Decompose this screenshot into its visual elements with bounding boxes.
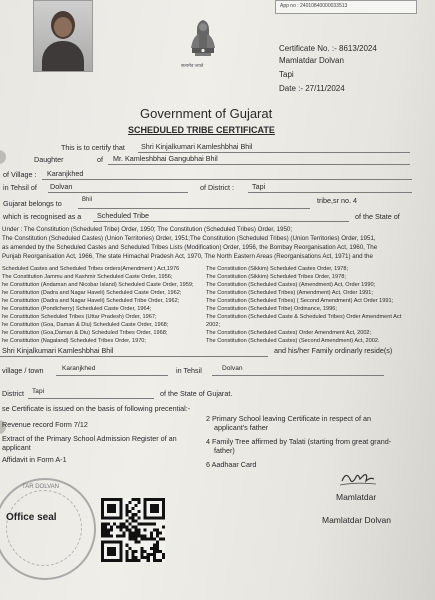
act-right: The Constitution (Scheduled Castes) (Second Amendment) Act, 2002.	[206, 338, 380, 344]
residence-state-label: of the State of Gujarat.	[160, 389, 233, 398]
residence-tehsil-value: Dolvan	[222, 365, 243, 372]
daughter-label: Daughter	[34, 155, 64, 164]
issuing-taluka: Tapi	[279, 70, 294, 79]
act-left: he Constitution (Pondicherry) Scheduled Caste Order, 1964;	[2, 306, 152, 312]
act-right: The Constitution (Sikkim) Scheduled Tribes Order, 1978;	[206, 274, 346, 280]
residence-district-value: Tapi	[32, 388, 45, 395]
qr-code-icon	[101, 498, 165, 562]
signature-icon	[338, 467, 378, 489]
resident-name: Shri Kinjalkumari Kamleshbhai Bhil	[2, 346, 114, 355]
basis-item: applicant's father	[214, 423, 269, 432]
act-left: he Constitution (Dadra and Nagar Haveli) Scheduled Caste Order, 1962;	[2, 290, 182, 296]
issue-date: Date :- 27/11/2024	[279, 84, 345, 93]
state-label: of the State of	[355, 212, 400, 221]
act-right: The Constitution (Scheduled Castes) (Amendment) Act, Order 1990;	[206, 282, 376, 288]
app-number: App no : 24010840000033513	[280, 3, 348, 9]
tehsil-label: in Tehsil of	[3, 183, 37, 192]
recognised-value: Scheduled Tribe	[97, 211, 149, 220]
act-right: 2002;	[206, 322, 220, 328]
basis-item: Revenue record Form 7/12	[2, 420, 88, 429]
basis-item: Affidavit in Form A-1	[2, 455, 67, 464]
certificate-title: SCHEDULED TRIBE CERTIFICATE	[128, 125, 275, 135]
basis-item: 6 Aadhaar Card	[206, 460, 257, 469]
basis-intro: se Certificate is issued on the basis of following precential:-	[2, 404, 191, 413]
act-right: The Constitution (Scheduled Caste & Scheduled Tribes) Order Amendment Act	[206, 314, 402, 320]
under-line: as amended by the Scheduled Castes and Scheduled Tribes Lists (Modification) Order, 1956, the Bombay Reorganisation Act, 1960, The	[2, 244, 378, 251]
act-left: he Constitution (Goa,Daman & Diu) Scheduled Tribes Order, 1968;	[2, 330, 168, 336]
national-emblem-icon	[183, 14, 223, 68]
village-label: of Village :	[3, 170, 37, 179]
of-label: of	[97, 155, 103, 164]
act-left: he Constitution (Goa, Daman & Diu) Scheduled Caste Order, 1968;	[2, 322, 169, 328]
act-left: he Constitution (Andaman and Nicobar Island) Scheduled Caste Order, 1959;	[2, 282, 194, 288]
tribe-number-label: tribe,sr no. 4	[317, 196, 357, 205]
emblem-caption: सत्यमेव जयते	[181, 63, 204, 68]
village-value: Karanjkhed	[47, 169, 84, 178]
signatory-title: Mamlatdar	[336, 492, 377, 502]
district-label: of District :	[200, 183, 234, 192]
residence-village-value: Karanjkhed	[62, 365, 96, 372]
act-right: The Constitution (Scheduled Tribe) Ordinance, 1996;	[206, 306, 337, 312]
government-title: Government of Gujarat	[140, 106, 273, 121]
certify-label: This is to certify that	[61, 143, 125, 152]
under-line: Punjab Reorganisation Act, 1966, The state Himachal Pradesh Act, 1970, The North Eastern Areas (Reorganisations Act, 1971) and the	[2, 253, 373, 260]
belongs-label: Gujarat belongs to	[3, 199, 62, 208]
basis-item: applicant	[2, 443, 31, 452]
under-line: Under : The Constitution (Scheduled Tribe) Order, 1950; The Constitution (Scheduled Tribes) Order, 1950;	[2, 226, 293, 233]
issuing-office: Mamlatdar Dolvan	[279, 56, 344, 65]
act-left: Scheduled Castes and Scheduled Tribes orders(Amendment ) Act,1976	[2, 266, 180, 272]
certificate-number: Certificate No. :- 8613/2024	[279, 44, 377, 53]
act-right: The Constitution (Scheduled Tribes) (Amendment) Act, Order 1991;	[206, 290, 373, 296]
act-left: he Constitution (Dadra and Nagar Haveli) Scheduled Tribe Order, 1962;	[2, 298, 180, 304]
act-left: The Constitution Jammu and Kashmir Scheduled Caste Order, 1956;	[2, 274, 173, 280]
district-value: Tapi	[252, 182, 266, 191]
basis-item: father)	[214, 446, 235, 455]
seal-ring-text: TAR DOLVAN	[22, 484, 60, 490]
recognised-label: which is recognised as a	[3, 212, 82, 221]
office-seal-label: Office seal	[6, 512, 57, 523]
punch-hole	[0, 150, 6, 164]
act-left: he Constitution (Nagaland) Scheduled Tribes Order, 1970;	[2, 338, 146, 344]
residence-tehsil-label: in Tehsil	[176, 366, 202, 375]
signatory-office: Mamlatdar Dolvan	[322, 515, 391, 525]
act-left: he Constitution Scheduled Tribes (Uttar Pradesh) Order, 1967;	[2, 314, 157, 320]
under-line: The Constitution (Scheduled Castes) (Union Territories) Order, 1951;The Constitution (Scheduled Tribes) (Union Territories) Order, 1951,	[2, 235, 376, 242]
belongs-value: Bhil	[82, 197, 93, 203]
basis-item: 4 Family Tree affirmed by Talati (starting from great grand-	[206, 437, 392, 446]
basis-item: 2 Primary School leaving Certificate in respect of an	[206, 414, 371, 423]
parent-name-value: Mr. Kamleshbhai Gangubhai Bhil	[113, 154, 218, 163]
act-right: The Constitution (Scheduled Tribes) ( Second Amendment) Act Order 1991;	[206, 298, 394, 304]
office-seal-inner-ring	[6, 490, 82, 566]
residence-district-label: District	[2, 389, 24, 398]
residence-village-label: village / town	[2, 366, 44, 375]
applicant-photo	[33, 0, 93, 72]
basis-item: Extract of the Primary School Admission Register of an	[2, 434, 177, 443]
person-name-value: Shri Kinjalkumari Kamleshbhai Bhil	[141, 142, 253, 151]
family-residence-label: and his/her Family ordinarly reside(s)	[274, 346, 393, 355]
act-right: The Constitution (Sikkim) Scheduled Castes Order, 1978;	[206, 266, 349, 272]
act-right: The Constitution (Scheduled Castes) Order Amendment Act, 2002;	[206, 330, 372, 336]
tehsil-value: Dolvan	[50, 182, 73, 191]
